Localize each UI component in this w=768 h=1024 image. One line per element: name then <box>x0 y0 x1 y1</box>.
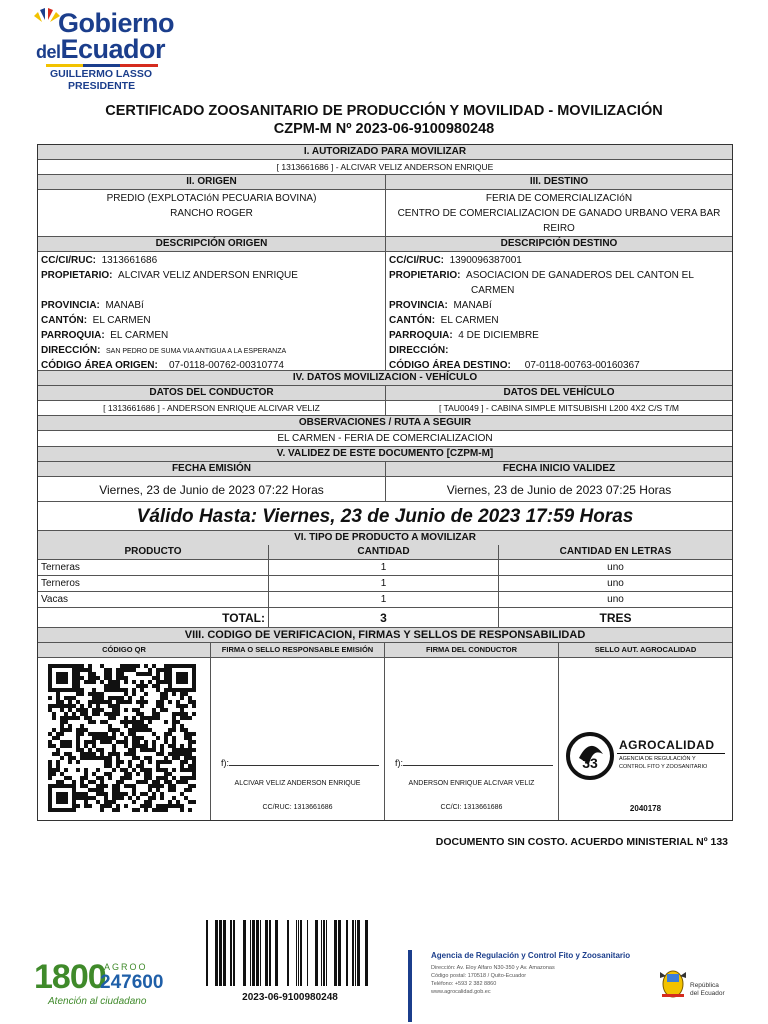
republic-label: República del Ecuador <box>690 982 725 997</box>
table-row: Terneros 1 uno <box>38 575 732 591</box>
seal-brand: AGROCALIDAD <box>619 738 715 752</box>
table-row: Vacas 1 uno <box>38 591 732 607</box>
seal-divider <box>617 753 725 754</box>
seal-subtitle1: AGENCIA DE REGULACIÓN Y <box>619 756 696 762</box>
coat-of-arms-icon <box>658 966 688 1002</box>
destination-header: III. DESTINO <box>385 175 732 189</box>
verification-header: VIII. CODIGO DE VERIFICACION, FIRMAS Y SELLOS DE RESPONSABILIDAD <box>38 628 732 642</box>
col-qr: CÓDIGO QR <box>38 643 210 657</box>
vehicle-header: DATOS DEL VEHÍCULO <box>385 386 732 400</box>
col-quantity-words: CANTIDAD EN LETRAS <box>498 545 732 559</box>
emitter-sign-line: f): <box>221 758 379 768</box>
driver-header: DATOS DEL CONDUCTOR <box>38 386 385 400</box>
col-product: PRODUCTO <box>38 545 268 559</box>
president-name: GUILLERMO LASSO <box>50 68 153 80</box>
agency-bar <box>408 950 412 1022</box>
agency-title: Agencia de Regulación y Control Fito y Zoosanitario <box>431 951 631 960</box>
barcode-text: 2023-06-9100980248 <box>242 992 338 1003</box>
flag-stripe <box>46 64 158 67</box>
seal-cell <box>558 658 732 820</box>
gobierno-logo <box>32 6 172 92</box>
vehicle-value: [ TAU0049 ] - CABINA SIMPLE MITSUBISHI L200 4X2 C/S T/M <box>385 401 732 415</box>
products-header: VI. TIPO DE PRODUCTO A MOVILIZAR <box>38 531 732 545</box>
validity-header: V. VALIDEZ DE ESTE DOCUMENTO [CZPM-M] <box>38 447 732 461</box>
logo-line2: delEcuador <box>36 34 166 64</box>
total-value: 3 <box>268 608 498 627</box>
barcode <box>200 920 380 988</box>
col-sign-driver: FIRMA DEL CONDUCTOR <box>384 643 558 657</box>
hotline-tagline: Atención al ciudadano <box>48 996 147 1007</box>
origin-place: PREDIO (EXPLOTACIóN PECUARIA BOVINA) RANCHO ROGER <box>106 193 317 219</box>
driver-id: CC/CI: 1313661686 <box>440 804 503 811</box>
certificate-form <box>37 144 733 821</box>
driver-sign-line: f): <box>395 758 553 768</box>
president-title: PRESIDENTE <box>68 80 136 92</box>
table-row: Terneras 1 uno <box>38 559 732 575</box>
driver-value: [ 1313661686 ] - ANDERSON ENRIQUE ALCIVAR VELIZ <box>103 403 320 413</box>
svg-text:33: 33 <box>582 755 598 771</box>
seal-number: 2040178 <box>629 804 662 813</box>
emitter-signature-cell <box>210 658 384 820</box>
section-authorized-header: I. AUTORIZADO PARA MOVILIZAR <box>38 145 732 159</box>
start-date: Viernes, 23 de Junio de 2023 07:25 Horas <box>385 477 732 501</box>
agrocalidad-seal-icon <box>565 728 615 784</box>
logo-line1: Gobierno <box>58 8 174 38</box>
driver-signature-cell <box>384 658 558 820</box>
barcode-bars <box>200 920 380 986</box>
document-title: CERTIFICADO ZOOSANITARIO DE PRODUCCIÓN Y MOVILIDAD - MOVILIZACIÓN <box>105 103 663 119</box>
total-row <box>38 607 732 627</box>
hotline-number: 247600 <box>100 972 164 993</box>
destination-description-header: DESCRIPCIÓN DESTINO <box>385 237 732 251</box>
hotline-prefix: 1800 <box>34 958 106 996</box>
qr-code[interactable] <box>44 664 202 814</box>
seal-subtitle2: CONTROL FITO Y ZOOSANITARIO <box>619 764 708 770</box>
emission-date-header: FECHA EMISIÓN <box>38 462 385 476</box>
origin-description-header: DESCRIPCIÓN ORIGEN <box>38 237 385 251</box>
agency-contact: Dirección: Av. Eloy Alfaro N30-350 y Av. Amazonas Código postal: 170518 / Quito-Ecuador Teléfono: +593 2 382 8860 www.agrocalidad.gob.ec <box>431 965 555 995</box>
observations-header: OBSERVACIONES / RUTA A SEGUIR <box>38 416 732 430</box>
emitter-name: ALCIVAR VELIZ ANDERSON ENRIQUE <box>234 780 361 787</box>
mobilization-header: IV. DATOS MOVILIZACION - VEHÍCULO <box>38 371 732 385</box>
valid-until: Válido Hasta: Viernes, 23 de Junio de 2023 17:59 Horas <box>136 506 634 527</box>
observations-value: EL CARMEN - FERIA DE COMERCIALIZACION <box>277 433 493 444</box>
total-label: TOTAL: <box>222 611 265 625</box>
emission-date: Viernes, 23 de Junio de 2023 07:22 Horas <box>99 483 324 497</box>
origin-header: II. ORIGEN <box>38 175 385 189</box>
hotline-top: AGROO <box>104 962 148 972</box>
destination-description: CC/CI/RUC: 1390096387001 PROPIETARIO: ASOCIACION DE GANADEROS DEL CANTON EL CARMEN PROVINCIA: MANABí CANTÓN: EL CARMEN PARROQUIA: 4 DE DICIEMBRE DIRECCIÓN: CÓDIGO ÁREA DESTINO: 07-0118-00763-00160367 <box>385 252 732 370</box>
qr-cell <box>38 658 210 820</box>
hotline-logo <box>34 958 164 1008</box>
origin-description: CC/CI/RUC: 1313661686 PROPIETARIO: ALCIVAR VELIZ ANDERSON ENRIQUE PROVINCIA: MANABí CANTÓN: EL CARMEN PARROQUIA: EL CARMEN DIRECCIÓN: SAN PEDRO DE SUMA VIA ANTIGUA A LA ESPERANZA CÓDIGO ÁREA ORIGEN: 07-0118-00762-00310774 <box>41 255 298 371</box>
cost-note: DOCUMENTO SIN COSTO. ACUERDO MINISTERIAL Nº 133 <box>435 836 728 848</box>
products-table <box>38 545 732 627</box>
total-words: TRES <box>498 608 732 627</box>
start-date-header: FECHA INICIO VALIDEZ <box>385 462 732 476</box>
document-number: CZPM-M Nº 2023-06-9100980248 <box>273 121 495 137</box>
driver-name: ANDERSON ENRIQUE ALCIVAR VELIZ <box>408 780 535 787</box>
col-sign-emission: FIRMA O SELLO RESPONSABLE EMISIÓN <box>210 643 384 657</box>
col-seal: SELLO AUT. AGROCALIDAD <box>558 643 732 657</box>
authorized-person: [ 1313661686 ] - ALCIVAR VELIZ ANDERSON ENRIQUE <box>276 162 494 172</box>
destination-place: FERIA DE COMERCIALIZACIóN CENTRO DE COMERCIALIZACION DE GANADO URBANO VERA BAR REIRO <box>385 190 732 236</box>
emitter-id: CC/RUC: 1313661686 <box>262 804 333 811</box>
col-quantity: CANTIDAD <box>268 545 498 559</box>
